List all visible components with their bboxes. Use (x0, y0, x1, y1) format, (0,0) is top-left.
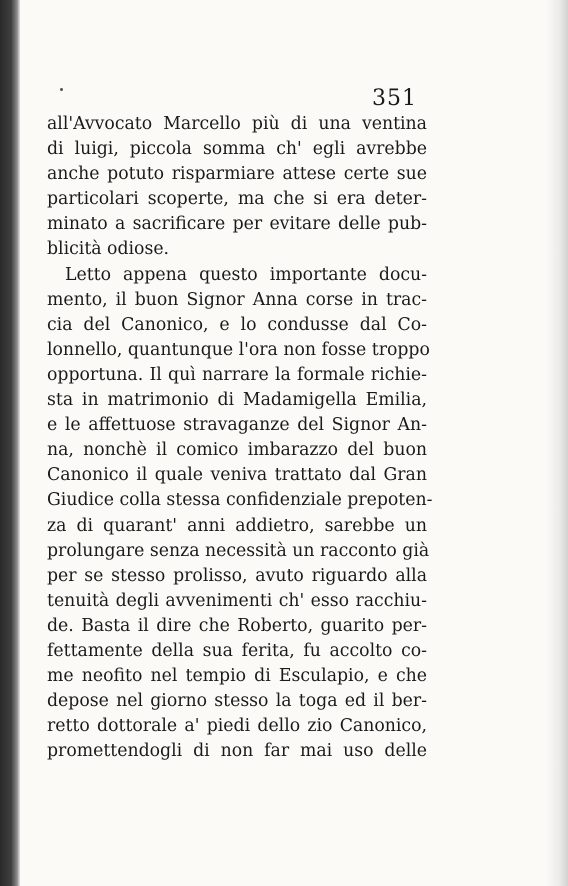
text-line: de. Basta il dire che Roberto, guarito per- (47, 615, 427, 636)
binding-gutter (0, 0, 20, 886)
text-line: za di quarant' anni addietro, sarebbe un (47, 515, 427, 536)
text-line: Canonico il quale veniva trattato dal Gran (47, 465, 427, 486)
text-line: tenuità degli avvenimenti ch' esso racchiu- (47, 590, 427, 611)
page-number: 351 (372, 86, 417, 111)
ink-speck (60, 88, 63, 91)
text-line: opportuna. Il quì narrare la formale richie- (47, 364, 427, 385)
text-line: per se stesso prolisso, avuto riguardo alla (47, 565, 427, 586)
text-line: lonnello, quantunque l'ora non fosse troppo (47, 339, 430, 360)
text-line: blicità odiose. (47, 239, 170, 260)
text-line: cia del Canonico, e lo condusse dal Co- (47, 314, 427, 335)
text-line: Letto appena questo importante docu- (65, 264, 427, 285)
text-line: particolari scoperte, ma che si era deter- (47, 189, 427, 210)
paragraph-2 (47, 263, 433, 765)
text-line: me neofito nel tempio di Esculapio, e che (47, 666, 427, 687)
text-line: promettendogli di non far mai uso delle (47, 741, 427, 762)
paragraph-1 (47, 112, 427, 263)
text-line: di luigi, piccola somma ch' egli avrebbe (47, 139, 427, 160)
text-line: all'Avvocato Marcello più di una ventina (47, 114, 427, 134)
text-line: Giudice colla stessa confidenziale prepoten- (47, 490, 433, 511)
text-line: mento, il buon Signor Anna corse in trac- (47, 289, 427, 310)
text-line: fettamente della sua ferita, fu accolto co- (47, 640, 427, 661)
text-line: minato a sacrificare per evitare delle pub- (47, 214, 427, 235)
text-line: depose nel giorno stesso la toga ed il ber- (47, 691, 427, 712)
text-line: na, nonchè il comico imbarazzo del buon (47, 440, 427, 461)
text-line: e le affettuose stravaganze del Signor An- (47, 415, 427, 436)
text-line: sta in matrimonio di Madamigella Emilia, (47, 390, 427, 411)
page-edge (546, 0, 568, 886)
text-line: anche potuto risparmiare attese certe sue (47, 164, 427, 185)
text-line: retto dottorale a' piedi dello zio Canonico, (47, 716, 427, 737)
body-text (47, 112, 433, 764)
text-line: prolungare senza necessità un racconto già (47, 540, 430, 561)
